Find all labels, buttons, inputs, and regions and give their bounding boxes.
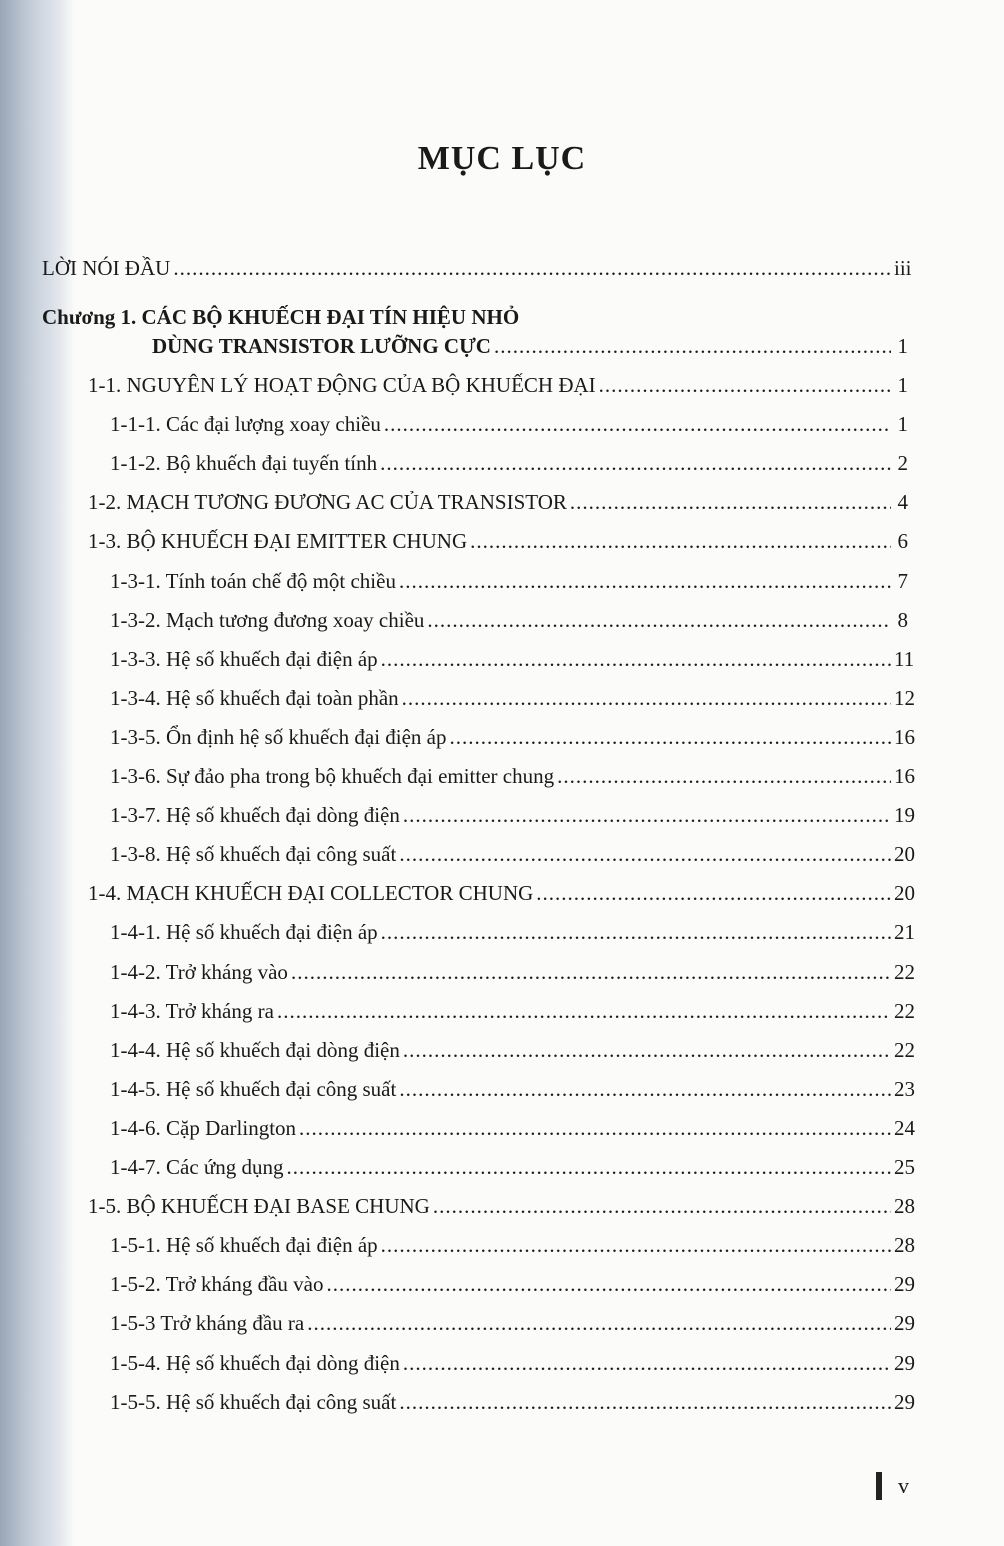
toc-entry-page: 16 [894,764,915,788]
toc-entry-page: 20 [894,881,915,905]
leader-dots [536,881,891,906]
toc-entry-label: 1-2. MẠCH TƯƠNG ĐƯƠNG AC CỦA TRANSISTOR [88,490,567,514]
toc-entry [110,412,908,442]
toc-entry [110,999,915,1029]
toc-entry-page: 29 [894,1351,915,1375]
leader-dots [299,1116,891,1141]
toc-entry [88,490,908,520]
leader-dots [599,373,891,398]
toc-entry-page: 21 [894,920,915,944]
leader-dots [403,1038,891,1063]
page-folio [876,1472,909,1500]
toc-entry-page: 22 [894,960,915,984]
toc-entry-page: 16 [894,725,915,749]
chapter-heading-line1: Chương 1. CÁC BỘ KHUẾCH ĐẠI TÍN HIỆU NHỎ [42,305,520,329]
toc-entry [110,1077,915,1107]
toc-entry-page: 22 [894,999,915,1023]
toc-entry-page: 12 [894,686,915,710]
toc-entry [110,803,915,833]
toc-entry-label: 1-4-2. Trở kháng vào [110,960,288,984]
toc-entry-label: 1-4-7. Các ứng dụng [110,1155,284,1179]
leader-dots [402,686,891,711]
toc-entry-page: 11 [894,647,915,671]
toc-entry-label: 1-4-6. Cặp Darlington [110,1116,297,1140]
toc-entry-label: 1-3-1. Tính toán chế độ một chiều [110,569,396,593]
leader-dots [403,803,891,828]
toc-entry-page: 28 [894,1233,915,1257]
toc-entry-page: 1 [897,412,908,436]
toc-entry-label: 1-3. BỘ KHUẾCH ĐẠI EMITTER CHUNG [88,529,468,553]
toc-entry-label: 1-4-5. Hệ số khuếch đại công suất [110,1077,397,1101]
toc-entry-label: 1-5-1. Hệ số khuếch đại điện áp [110,1233,378,1257]
toc-entry [110,1038,915,1068]
toc-entry-label: 1-4-1. Hệ số khuếch đại điện áp [110,920,378,944]
toc-entry [110,686,915,716]
toc-entry-page: 19 [894,803,915,827]
leader-dots [381,1233,891,1258]
toc-entry-page: 25 [894,1155,915,1179]
leader-dots [399,1077,891,1102]
leader-dots [450,725,891,750]
toc-entry-label: 1-5-3 Trở kháng đầu ra [110,1311,305,1335]
leader-dots [403,1351,891,1376]
leader-dots [494,334,891,359]
toc-entry-preface [42,256,912,286]
toc-entry-page: 8 [897,608,908,632]
toc-entry [110,842,915,872]
toc-entry [88,529,908,559]
toc-entry-label: 1-4. MẠCH KHUẾCH ĐẠI COLLECTOR CHUNG [88,881,534,905]
toc-entry-page: 2 [897,451,908,475]
toc-entry-label: 1-1-1. Các đại lượng xoay chiều [110,412,381,436]
toc-entry-page: iii [894,256,912,280]
toc-entry-label: 1-1. NGUYÊN LÝ HOẠT ĐỘNG CỦA BỘ KHUẾCH ĐẠI [88,373,596,397]
leader-dots [399,842,891,867]
toc-entry-label: 1-3-3. Hệ số khuếch đại điện áp [110,647,378,671]
toc-entry-chapter [152,334,908,364]
toc-entry [110,1351,915,1381]
toc-entry-page: 23 [894,1077,915,1101]
leader-dots [570,490,891,515]
toc-entry-page: 1 [897,334,908,358]
toc-entry [110,608,908,638]
leader-dots [384,412,891,437]
toc-entry [88,373,908,403]
toc-entry [110,920,915,950]
toc-entry [110,1116,915,1146]
toc-entry-page: 24 [894,1116,915,1140]
page-number: v [898,1473,909,1498]
toc-entry [110,725,915,755]
leader-dots [291,960,891,985]
leader-dots [557,764,891,789]
toc-entry [110,1155,915,1185]
folio-bar [876,1472,882,1500]
toc-entry-page: 7 [897,569,908,593]
toc-entry-page: 4 [897,490,908,514]
toc-entry [88,1194,915,1224]
toc-entry-label: 1-3-7. Hệ số khuếch đại dòng điện [110,803,400,827]
leader-dots [381,647,891,672]
toc-entry [110,569,908,599]
toc-entry-page: 1 [897,373,908,397]
toc-entry-page: 20 [894,842,915,866]
toc-entry-label: 1-3-4. Hệ số khuếch đại toàn phần [110,686,399,710]
toc-entry-label: 1-1-2. Bộ khuếch đại tuyến tính [110,451,378,475]
toc-entry [110,647,915,677]
toc-entry-page: 28 [894,1194,915,1218]
leader-dots [433,1194,891,1219]
leader-dots [380,451,891,476]
toc-entry [110,451,908,481]
leader-dots [307,1311,891,1336]
leader-dots [470,529,891,554]
toc-entry [110,1233,915,1263]
toc-entry [110,764,915,794]
toc-entry-label: 1-5-2. Trở kháng đầu vào [110,1272,324,1296]
toc-entry-label: 1-3-2. Mạch tương đương xoay chiều [110,608,425,632]
leader-dots [381,920,891,945]
toc-entry-label: 1-4-4. Hệ số khuếch đại dòng điện [110,1038,400,1062]
toc-entry [110,1272,915,1302]
toc-entry [88,881,915,911]
toc-entry-page: 6 [897,529,908,553]
leader-dots [327,1272,891,1297]
toc-entry-page: 29 [894,1390,915,1414]
toc-entry [110,960,915,990]
toc-entry-page: 29 [894,1311,915,1335]
chapter-heading-line2: DÙNG TRANSISTOR LƯỠNG CỰC [152,334,491,358]
leader-dots [427,608,891,633]
leader-dots [173,256,891,281]
toc-entry-label: 1-5-5. Hệ số khuếch đại công suất [110,1390,397,1414]
toc-entry-label: 1-4-3. Trở kháng ra [110,999,274,1023]
toc-entry-label: 1-3-8. Hệ số khuếch đại công suất [110,842,397,866]
leader-dots [277,999,891,1024]
page-title: MỤC LỤC [417,140,587,177]
toc-entry-label: 1-5. BỘ KHUẾCH ĐẠI BASE CHUNG [88,1194,430,1218]
toc-entry-label: LỜI NÓI ĐẦU [42,256,171,280]
toc-entry-label: 1-3-5. Ổn định hệ số khuếch đại điện áp [110,725,447,749]
leader-dots [399,569,891,594]
toc-entry-label: 1-3-6. Sự đảo pha trong bộ khuếch đại emitter chung [110,764,555,788]
leader-dots [399,1390,891,1415]
toc-entry-page: 29 [894,1272,915,1296]
toc-entry [110,1390,915,1420]
leader-dots [287,1155,891,1180]
toc-entry-page: 22 [894,1038,915,1062]
toc-entry-label: 1-5-4. Hệ số khuếch đại dòng điện [110,1351,400,1375]
toc-entry [110,1311,915,1341]
